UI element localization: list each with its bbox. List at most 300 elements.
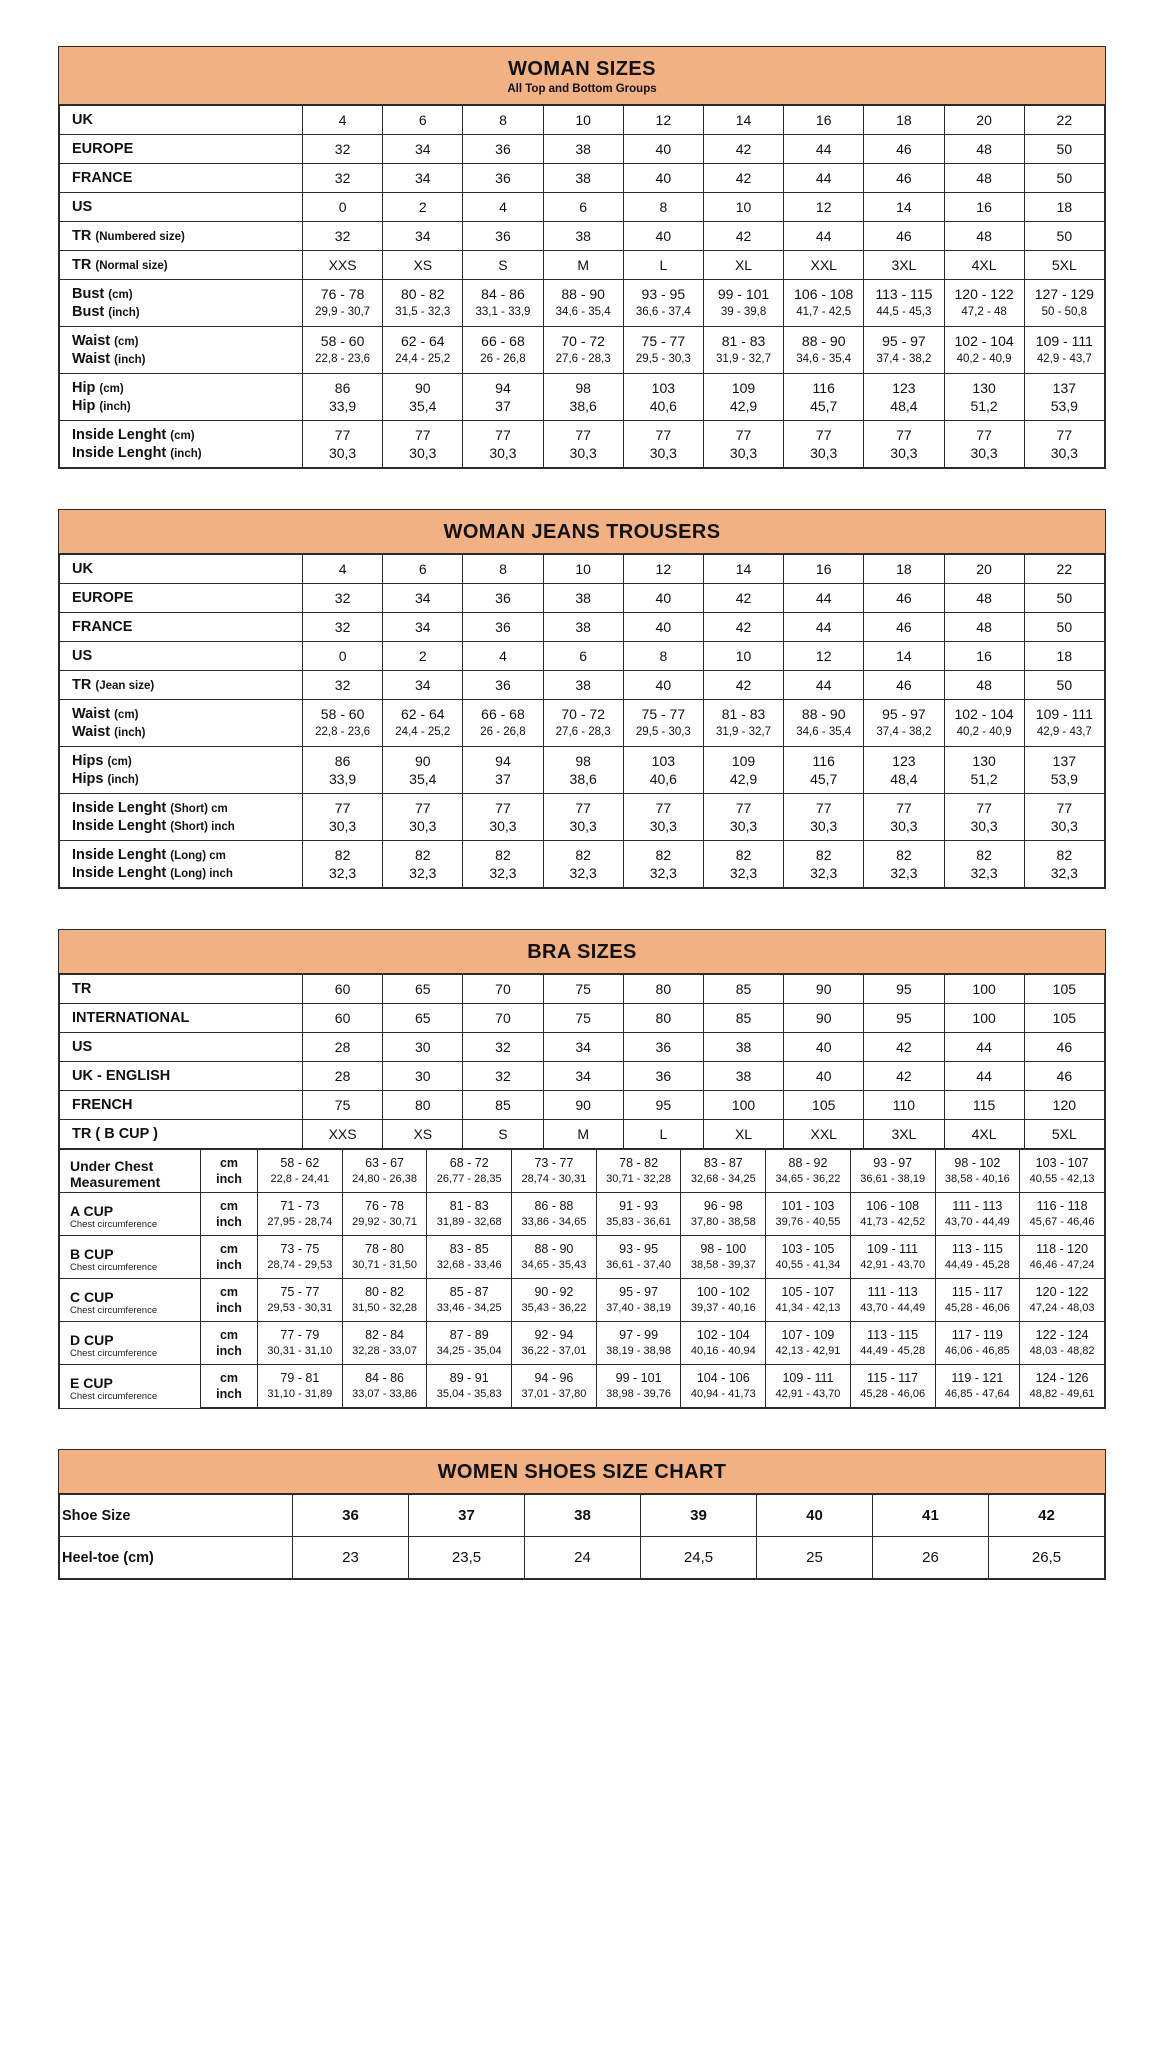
table-cell: 30,3: [543, 817, 623, 841]
table-row: [60, 864, 1105, 888]
table-row: [60, 397, 1105, 421]
table-cell: 38: [543, 671, 623, 700]
table-cell: 120: [1024, 1091, 1104, 1120]
table-cell: 37,01 - 37,80: [512, 1386, 597, 1408]
table-row: [60, 106, 1105, 135]
row-label-main: Bust: [72, 286, 105, 302]
table-cell: 28,74 - 30,31: [512, 1171, 597, 1193]
table-cell: 123: [864, 374, 944, 398]
row-label-main: E CUP: [70, 1375, 113, 1392]
table-cell: 47,24 - 48,03: [1020, 1300, 1105, 1322]
table-cell: 4: [303, 555, 383, 584]
table-cell: 6: [543, 193, 623, 222]
table-cell: 30,71 - 32,28: [596, 1171, 681, 1193]
table-cell: 90: [543, 1091, 623, 1120]
table-cell: 27,95 - 28,74: [258, 1214, 343, 1236]
table-cell: 105: [1024, 975, 1104, 1004]
table-cell: 30,3: [463, 817, 543, 841]
table-cell: 12: [784, 642, 864, 671]
table-cell: 18: [1024, 642, 1104, 671]
table-cell: 32,3: [1024, 864, 1104, 888]
table-cell: 77: [543, 794, 623, 818]
table-cell: 41: [873, 1495, 989, 1537]
table-cell: 94: [463, 374, 543, 398]
table-cell: 16: [944, 642, 1024, 671]
table-cell: 77: [623, 794, 703, 818]
row-label: [60, 1279, 201, 1322]
table-cell: 102 - 104: [681, 1322, 766, 1344]
table-cell: 40,55 - 41,34: [766, 1257, 851, 1279]
table-row: [60, 794, 1105, 818]
table-cell: 36: [623, 1062, 703, 1091]
table-cell: 40: [623, 584, 703, 613]
row-label: [60, 1322, 201, 1365]
table-cell: 28: [303, 1062, 383, 1091]
table-cell: 32: [303, 222, 383, 251]
table-cell: 82: [543, 841, 623, 865]
table-cell: 137: [1024, 374, 1104, 398]
table-row: [60, 1300, 1105, 1322]
row-label: [60, 975, 303, 1004]
table-row: [60, 1062, 1105, 1091]
table-cell: 41,7 - 42,5: [784, 303, 864, 327]
table-cell: 26,77 - 28,35: [427, 1171, 512, 1193]
row-label: [60, 1150, 201, 1193]
row-label: [60, 1193, 201, 1236]
table-row: [60, 1214, 1105, 1236]
table-cell: 12: [784, 193, 864, 222]
row-label-main: Waist: [72, 724, 111, 740]
row-label: [60, 584, 303, 613]
table-cell: 10: [703, 193, 783, 222]
row-label-main: Inside Lenght: [72, 445, 167, 461]
table-cell: 31,50 - 32,28: [342, 1300, 427, 1322]
table-cell: 109: [703, 374, 783, 398]
table-cell: 85: [463, 1091, 543, 1120]
chart-title-woman-jeans: [59, 510, 1105, 554]
table-cell: 32,3: [703, 864, 783, 888]
table-women-shoes: [59, 1494, 1105, 1579]
table-cell: 40,2 - 40,9: [944, 723, 1024, 747]
table-cell: 115: [944, 1091, 1024, 1120]
table-cell: 8: [623, 193, 703, 222]
table-woman-sizes: [59, 105, 1105, 468]
table-cell: 39: [641, 1495, 757, 1537]
row-label-sub: (cm): [114, 709, 139, 721]
table-cell: 30,3: [303, 817, 383, 841]
table-cell: 30,71 - 31,50: [342, 1257, 427, 1279]
table-cell: 46: [864, 613, 944, 642]
table-cell: 123: [864, 747, 944, 771]
table-row: [60, 1193, 1105, 1215]
table-cell: 120 - 122: [944, 280, 1024, 304]
table-cell: 63 - 67: [342, 1150, 427, 1172]
row-label: [60, 164, 303, 193]
table-cell: 38: [543, 222, 623, 251]
table-cell: 16: [784, 106, 864, 135]
table-cell: 103: [623, 747, 703, 771]
table-cell: 18: [1024, 193, 1104, 222]
table-cell: 36: [623, 1033, 703, 1062]
table-cell: 8: [623, 642, 703, 671]
table-cell: 46: [1024, 1033, 1104, 1062]
table-cell: inch: [201, 1386, 258, 1408]
table-cell: 50: [1024, 671, 1104, 700]
table-cell: 33,86 - 34,65: [512, 1214, 597, 1236]
table-cell: 23: [293, 1537, 409, 1579]
table-row: [60, 671, 1105, 700]
table-cell: 48: [944, 671, 1024, 700]
table-row: [60, 164, 1105, 193]
row-label-main: Heel-toe (cm): [62, 1549, 154, 1566]
table-cell: 43,70 - 44,49: [850, 1300, 935, 1322]
table-cell: 44: [944, 1033, 1024, 1062]
table-cell: 53,9: [1024, 397, 1104, 421]
row-label-main2: Measurement: [70, 1173, 161, 1190]
row-label: [60, 421, 303, 445]
table-cell: 81 - 83: [703, 700, 783, 724]
table-cell: 30,3: [623, 817, 703, 841]
table-cell: 4XL: [944, 251, 1024, 280]
table-cell: 82 - 84: [342, 1322, 427, 1344]
row-label: [60, 1091, 303, 1120]
table-cell: 111 - 113: [935, 1193, 1020, 1215]
row-label-main: Inside Lenght: [72, 818, 167, 834]
table-cell: 20: [944, 555, 1024, 584]
table-cell: 30,3: [1024, 817, 1104, 841]
chart-title-woman-sizes: [59, 47, 1105, 105]
table-cell: 77: [1024, 794, 1104, 818]
table-cell: 34,6 - 35,4: [543, 303, 623, 327]
table-cell: 58 - 62: [258, 1150, 343, 1172]
table-cell: 32,3: [864, 864, 944, 888]
table-bra-sizes: [59, 974, 1105, 1149]
table-cell: 50: [1024, 164, 1104, 193]
table-cell: 22,8 - 23,6: [303, 350, 383, 374]
row-label-main: TR ( B CUP ): [72, 1126, 158, 1142]
table-cell: cm: [201, 1279, 258, 1301]
table-cell: 2: [383, 642, 463, 671]
table-cell: 34,25 - 35,04: [427, 1343, 512, 1365]
table-cell: inch: [201, 1300, 258, 1322]
table-cell: 71 - 73: [258, 1193, 343, 1215]
table-cell: 37: [463, 397, 543, 421]
chart-title-text: WOMAN SIZES: [508, 58, 656, 80]
table-cell: 66 - 68: [463, 327, 543, 351]
row-label-main: Inside Lenght: [72, 847, 167, 863]
table-cell: 36,22 - 37,01: [512, 1343, 597, 1365]
table-cell: 4XL: [944, 1120, 1024, 1149]
row-label: [60, 374, 303, 398]
table-cell: 50: [1024, 613, 1104, 642]
table-cell: 4: [463, 193, 543, 222]
row-label: [60, 747, 303, 771]
row-label: [60, 642, 303, 671]
table-cell: 32,3: [784, 864, 864, 888]
table-row: [60, 1120, 1105, 1149]
table-cell: 36,6 - 37,4: [623, 303, 703, 327]
table-cell: 30,3: [703, 444, 783, 468]
table-cell: 34,65 - 35,43: [512, 1257, 597, 1279]
row-label-main: Inside Lenght: [72, 865, 167, 881]
row-label-main: US: [72, 199, 93, 215]
table-cell: 70 - 72: [543, 700, 623, 724]
row-label-sub: (Short) inch: [170, 821, 235, 833]
row-label-main: Waist: [72, 351, 111, 367]
row-label: [60, 1236, 201, 1279]
table-row: [60, 1091, 1105, 1120]
table-cell: XS: [383, 1120, 463, 1149]
table-cell: inch: [201, 1214, 258, 1236]
row-label-main: FRENCH: [72, 1097, 133, 1113]
table-cell: 99 - 101: [596, 1365, 681, 1387]
table-cell: 93 - 95: [623, 280, 703, 304]
row-label-main: Shoe Size: [62, 1507, 131, 1524]
row-label-main: TR: [72, 677, 92, 693]
table-cell: XL: [703, 251, 783, 280]
row-label: [60, 1004, 303, 1033]
table-cell: 40,6: [623, 770, 703, 794]
table-cell: 14: [864, 193, 944, 222]
table-cell: 89 - 91: [427, 1365, 512, 1387]
row-label: [60, 222, 303, 251]
table-cell: S: [463, 1120, 543, 1149]
table-cell: 99 - 101: [703, 280, 783, 304]
table-cell: 32,68 - 34,25: [681, 1171, 766, 1193]
table-cell: 4: [303, 106, 383, 135]
row-label: [60, 1537, 293, 1579]
table-cell: 100: [703, 1091, 783, 1120]
table-cell: 30,3: [1024, 444, 1104, 468]
table-cell: 84 - 86: [342, 1365, 427, 1387]
table-cell: 32: [303, 613, 383, 642]
table-cell: 37,4 - 38,2: [864, 723, 944, 747]
table-cell: 77: [543, 421, 623, 445]
table-bra-cup-detail: [59, 1149, 1105, 1408]
table-cell: 38,6: [543, 770, 623, 794]
table-cell: 77: [383, 794, 463, 818]
table-cell: 60: [303, 1004, 383, 1033]
table-cell: 20: [944, 106, 1024, 135]
table-cell: 48,4: [864, 397, 944, 421]
table-cell: 39,37 - 40,16: [681, 1300, 766, 1322]
row-label-sub: (cm): [107, 756, 132, 768]
table-cell: 82: [303, 841, 383, 865]
table-cell: 109 - 111: [1024, 327, 1104, 351]
chart-woman-sizes: [58, 46, 1106, 469]
table-cell: 41,73 - 42,52: [850, 1214, 935, 1236]
table-cell: 34: [383, 671, 463, 700]
table-cell: 75: [303, 1091, 383, 1120]
table-cell: 42,9 - 43,7: [1024, 350, 1104, 374]
table-cell: 113 - 115: [864, 280, 944, 304]
table-row: [60, 193, 1105, 222]
table-cell: 33,9: [303, 397, 383, 421]
table-cell: 46: [1024, 1062, 1104, 1091]
table-cell: 44: [784, 613, 864, 642]
row-label-main: TR: [72, 981, 92, 997]
table-cell: 88 - 90: [784, 700, 864, 724]
table-cell: M: [543, 1120, 623, 1149]
table-cell: 8: [463, 106, 543, 135]
table-cell: 31,9 - 32,7: [703, 350, 783, 374]
table-cell: 106 - 108: [784, 280, 864, 304]
table-cell: 42: [703, 135, 783, 164]
row-label-sub: Chest circumference: [70, 1219, 158, 1230]
table-cell: 35,83 - 36,61: [596, 1214, 681, 1236]
table-cell: 32,3: [303, 864, 383, 888]
table-cell: 40,16 - 40,94: [681, 1343, 766, 1365]
row-label-main: Hip: [72, 380, 96, 396]
table-cell: 16: [784, 555, 864, 584]
table-cell: 38,6: [543, 397, 623, 421]
row-label-main: Bust: [72, 304, 105, 320]
table-row: [60, 135, 1105, 164]
table-cell: 86: [303, 374, 383, 398]
table-cell: 90 - 92: [512, 1279, 597, 1301]
table-row: [60, 747, 1105, 771]
table-cell: 118 - 120: [1020, 1236, 1105, 1258]
table-cell: 32,3: [944, 864, 1024, 888]
table-cell: 37: [463, 770, 543, 794]
table-cell: 82: [623, 841, 703, 865]
table-cell: 36: [293, 1495, 409, 1537]
table-cell: 45,7: [784, 397, 864, 421]
table-cell: L: [623, 251, 703, 280]
table-cell: 40: [784, 1062, 864, 1091]
table-row: [60, 1386, 1105, 1408]
table-cell: 30,3: [784, 817, 864, 841]
table-cell: 40,6: [623, 397, 703, 421]
table-cell: 77: [303, 794, 383, 818]
table-cell: 3XL: [864, 1120, 944, 1149]
row-label: [60, 303, 303, 327]
table-cell: 38,19 - 38,98: [596, 1343, 681, 1365]
table-cell: 30,3: [784, 444, 864, 468]
table-cell: 119 - 121: [935, 1365, 1020, 1387]
row-label: [60, 251, 303, 280]
table-row: [60, 1004, 1105, 1033]
table-row: [60, 1279, 1105, 1301]
table-cell: 34,6 - 35,4: [784, 350, 864, 374]
table-cell: 77: [383, 421, 463, 445]
table-cell: 39,76 - 40,55: [766, 1214, 851, 1236]
table-cell: 82: [784, 841, 864, 865]
table-cell: 53,9: [1024, 770, 1104, 794]
table-cell: 46: [864, 671, 944, 700]
table-cell: 30: [383, 1062, 463, 1091]
row-label: [60, 1120, 303, 1149]
table-cell: 104 - 106: [681, 1365, 766, 1387]
row-label-main: Hips: [72, 771, 104, 787]
table-cell: 44,49 - 45,28: [850, 1343, 935, 1365]
table-cell: 82: [463, 841, 543, 865]
table-cell: 40: [623, 613, 703, 642]
table-cell: 85: [703, 1004, 783, 1033]
table-cell: 50: [1024, 222, 1104, 251]
row-label-sub: Chest circumference: [70, 1305, 158, 1316]
row-label-sub: Chest circumference: [70, 1262, 158, 1273]
table-row: [60, 444, 1105, 468]
table-cell: 14: [703, 106, 783, 135]
table-row: [60, 1322, 1105, 1344]
table-cell: 26,5: [989, 1537, 1105, 1579]
table-cell: 73 - 75: [258, 1236, 343, 1258]
table-cell: 42: [703, 584, 783, 613]
table-cell: 124 - 126: [1020, 1365, 1105, 1387]
table-cell: 24,4 - 25,2: [383, 350, 463, 374]
row-label-sub: (Long) cm: [170, 850, 226, 862]
table-cell: 36: [463, 222, 543, 251]
table-cell: 113 - 115: [935, 1236, 1020, 1258]
row-label-main: UK - ENGLISH: [72, 1068, 171, 1084]
table-cell: 122 - 124: [1020, 1322, 1105, 1344]
row-label-sub: (inch): [99, 401, 131, 413]
table-cell: 30,3: [303, 444, 383, 468]
table-cell: 98 - 100: [681, 1236, 766, 1258]
table-cell: 31,9 - 32,7: [703, 723, 783, 747]
table-cell: 95 - 97: [596, 1279, 681, 1301]
table-cell: 58 - 60: [303, 700, 383, 724]
table-cell: 22: [1024, 555, 1104, 584]
table-cell: 32,68 - 33,46: [427, 1257, 512, 1279]
table-cell: inch: [201, 1343, 258, 1365]
table-cell: 95: [864, 1004, 944, 1033]
table-cell: 111 - 113: [850, 1279, 935, 1301]
table-cell: 32: [303, 584, 383, 613]
table-cell: 95 - 97: [864, 327, 944, 351]
table-cell: 40,94 - 41,73: [681, 1386, 766, 1408]
table-cell: 80: [383, 1091, 463, 1120]
table-cell: 85 - 87: [427, 1279, 512, 1301]
table-cell: 26 - 26,8: [463, 350, 543, 374]
table-cell: 33,46 - 34,25: [427, 1300, 512, 1322]
table-cell: 83 - 85: [427, 1236, 512, 1258]
table-cell: 36: [463, 613, 543, 642]
chart-title-text: WOMEN SHOES SIZE CHART: [437, 1461, 727, 1483]
table-cell: 102 - 104: [944, 327, 1024, 351]
table-cell: 30,3: [383, 817, 463, 841]
table-cell: 65: [383, 1004, 463, 1033]
row-label: [60, 444, 303, 468]
table-cell: 109 - 111: [1024, 700, 1104, 724]
table-row: [60, 841, 1105, 865]
table-cell: 98: [543, 374, 623, 398]
table-cell: 82: [703, 841, 783, 865]
table-cell: 98: [543, 747, 623, 771]
table-cell: 115 - 117: [850, 1365, 935, 1387]
table-cell: 105: [784, 1091, 864, 1120]
table-cell: 105 - 107: [766, 1279, 851, 1301]
table-row: [60, 642, 1105, 671]
table-cell: 130: [944, 747, 1024, 771]
table-cell: 24: [525, 1537, 641, 1579]
table-cell: 70 - 72: [543, 327, 623, 351]
table-cell: 107 - 109: [766, 1322, 851, 1344]
table-cell: 24,5: [641, 1537, 757, 1579]
row-label: [60, 350, 303, 374]
row-label-sub: Chest circumference: [70, 1391, 158, 1403]
table-cell: 46,06 - 46,85: [935, 1343, 1020, 1365]
table-cell: 95: [623, 1091, 703, 1120]
table-cell: 24,4 - 25,2: [383, 723, 463, 747]
table-cell: 42: [703, 164, 783, 193]
table-cell: 36: [463, 584, 543, 613]
table-row: [60, 1365, 1105, 1387]
table-cell: XXL: [784, 1120, 864, 1149]
table-cell: 32: [303, 671, 383, 700]
row-label: [60, 794, 303, 818]
